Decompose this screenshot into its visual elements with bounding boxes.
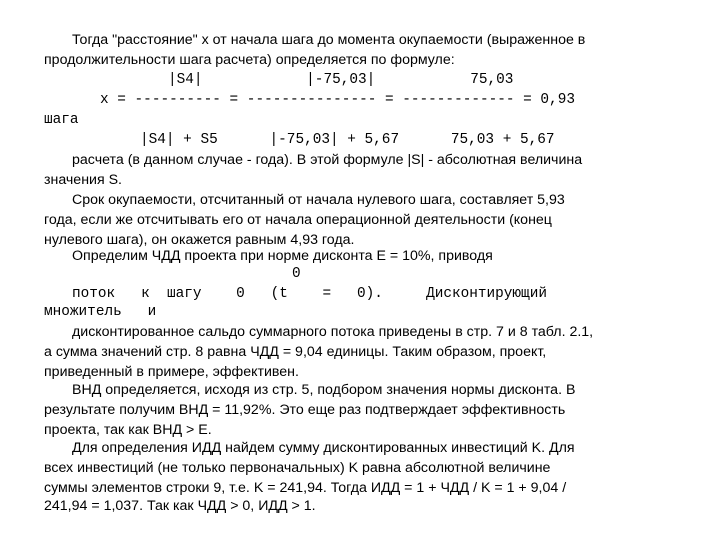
formula-unit-line: шага xyxy=(44,112,79,128)
paragraph-line: Тогда "расстояние" x от начала шага до момента окупаемости (выраженное в xyxy=(72,32,586,48)
paragraph-line: всех инвестиций (не только первоначальных) K равна абсолютной величине xyxy=(44,460,551,476)
paragraph-line: Для определения ИДД найдем сумму дисконтированных инвестиций K. Для xyxy=(72,440,575,456)
paragraph-line: приведенный в примере, эффективен. xyxy=(44,364,299,380)
paragraph-line: года, если же отсчитывать его от начала операционной деятельности (конец xyxy=(44,212,552,228)
mono-text-line: множитель и xyxy=(44,304,157,320)
paragraph-line: Определим ЧДД проекта при норме дисконта E = 10%, приводя xyxy=(72,248,493,264)
paragraph-line: расчета (в данном случае - года). В этой формуле |S| - абсолютная величина xyxy=(72,152,583,168)
paragraph-line: нулевого шага), он окажется равным 4,93 года. xyxy=(44,232,355,248)
paragraph-line: значения S. xyxy=(44,172,122,188)
paragraph-line: ВНД определяется, исходя из стр. 5, подбором значения нормы дисконта. В xyxy=(72,382,576,398)
paragraph-line: проекта, так как ВНД > E. xyxy=(44,422,212,438)
paragraph-line: результате получим ВНД = 11,92%. Это еще раз подтверждает эффективность xyxy=(44,402,566,418)
paragraph-line: Срок окупаемости, отсчитанный от начала нулевого шага, составляет 5,93 xyxy=(72,192,565,208)
formula-numerator-line: |S4| |-75,03| 75,03 xyxy=(168,72,514,88)
paragraph-line: суммы элементов строки 9, т.е. K = 241,94. Тогда ИДД = 1 + ЧДД / K = 1 + 9,04 / xyxy=(44,480,567,496)
mono-text-line: поток к шагу 0 (t = 0). Дисконтирующий xyxy=(72,286,547,302)
formula-denominator-line: |S4| + S5 |-75,03| + 5,67 75,03 + 5,67 xyxy=(140,132,555,148)
formula-main-line: x = ---------- = --------------- = ------------- = 0,93 xyxy=(100,92,575,108)
paragraph-line: продолжительности шага расчета) определяется по формуле: xyxy=(44,52,455,68)
paragraph-line: 241,94 = 1,037. Так как ЧДД > 0, ИДД > 1. xyxy=(44,498,316,514)
paragraph-line: а сумма значений стр. 8 равна ЧДД = 9,04 единицы. Таким образом, проект, xyxy=(44,344,547,360)
superscript-zero: 0 xyxy=(292,266,301,282)
paragraph-line: дисконтированное сальдо суммарного потока приведены в стр. 7 и 8 табл. 2.1, xyxy=(72,324,594,340)
